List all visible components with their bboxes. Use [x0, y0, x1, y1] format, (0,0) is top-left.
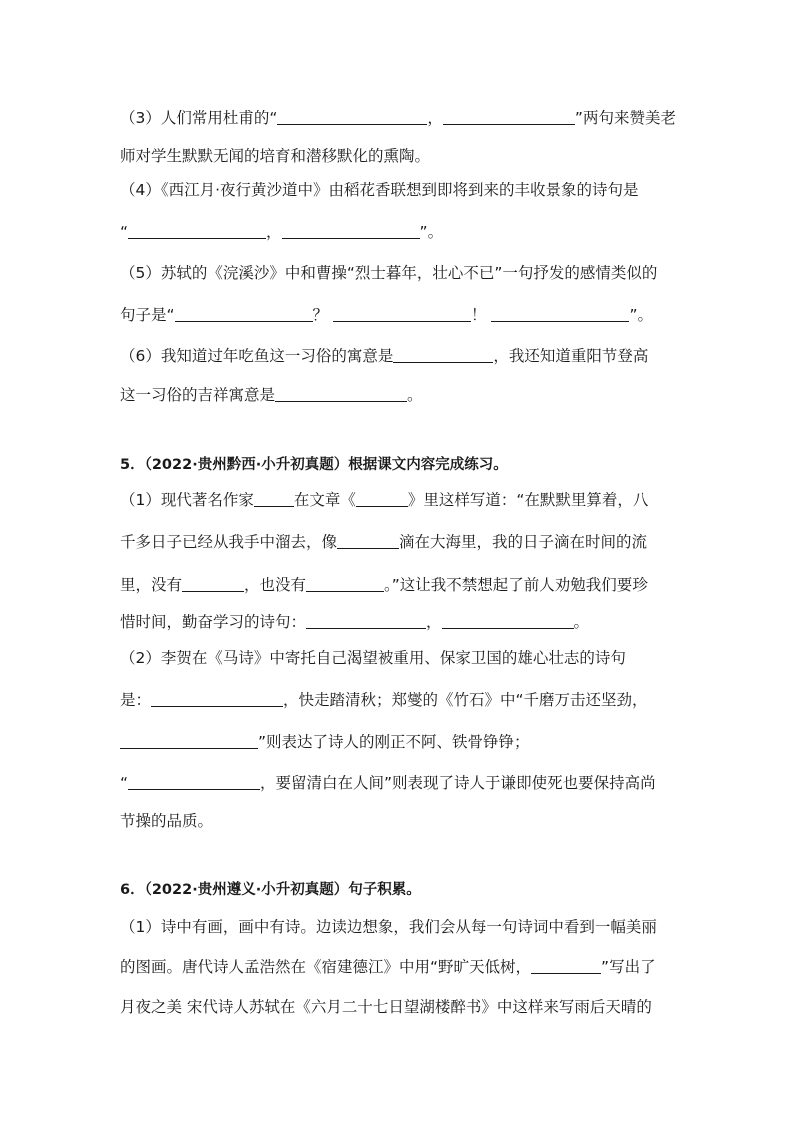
text: ，要留清白在人间”则表现了诗人于谦即使死也要保持高尚 [260, 774, 656, 792]
text: 千多日子已经从我手中溜去，像 [120, 533, 338, 551]
q4-item-6-line2 [120, 385, 680, 405]
q6-part-1-line1 [120, 917, 680, 937]
q5-part-1-line2 [120, 532, 680, 552]
text: “ [120, 223, 129, 241]
text: （6）我知道过年吃鱼这一习俗的寓意是 [120, 347, 394, 365]
q6-part-1-line2 [120, 957, 680, 977]
text: （1）诗中有画，画中有诗。边读边想象，我们会从每一句诗词中看到一幅美丽 [120, 918, 657, 936]
answer-blank[interactable] [491, 306, 629, 322]
q4-item-5-line2 [120, 305, 680, 325]
answer-blank[interactable] [275, 386, 407, 402]
text: ！ [470, 306, 487, 324]
text: 是： [120, 691, 152, 709]
text: ”。 [419, 223, 444, 241]
question-5-title [120, 455, 680, 475]
text: 6．（2022·贵州遵义·小升初真题）句子积累。 [120, 882, 421, 898]
q4-item-3-line2 [120, 146, 680, 166]
answer-blank[interactable] [277, 109, 427, 125]
text: ”则表达了诗人的刚正不阿、铁骨铮铮； [258, 733, 530, 751]
text: （1）现代著名作家 [120, 491, 254, 509]
answer-blank[interactable] [182, 576, 244, 592]
text: （2）李贺在《马诗》中寄托自己渴望被重用、保家卫国的雄心壮志的诗句 [120, 649, 626, 667]
text: （3）人们常用杜甫的“ [120, 109, 278, 127]
text: 。”这让我不禁想起了前人劝勉我们要珍 [384, 576, 648, 594]
text: 。 [407, 386, 423, 404]
question-6-title [120, 880, 680, 900]
answer-blank[interactable] [128, 774, 260, 790]
answer-blank[interactable] [120, 733, 258, 749]
answer-blank[interactable] [337, 533, 399, 549]
q5-part-2-line1 [120, 648, 680, 668]
answer-blank[interactable] [531, 958, 601, 974]
answer-blank[interactable] [393, 347, 493, 363]
text: ，我还知道重阳节登高 [493, 347, 649, 365]
answer-blank[interactable] [282, 223, 420, 239]
text: 节操的品质。 [120, 812, 214, 830]
answer-blank[interactable] [442, 613, 574, 629]
q4-item-4-line2 [120, 222, 680, 242]
text: 里，没有 [120, 576, 183, 594]
text: 这一习俗的吉祥寓意是 [120, 386, 276, 404]
text: ？ [312, 306, 329, 324]
answer-blank[interactable] [306, 576, 384, 592]
text: ， [426, 613, 442, 631]
text: ”。 [629, 306, 653, 324]
text: （5）苏轼的《浣溪沙》中和曹操“烈士暮年，壮心不已”一句抒发的感情类似的 [120, 264, 658, 282]
answer-blank[interactable] [306, 613, 426, 629]
answer-blank[interactable] [443, 109, 575, 125]
q5-part-2-line5 [120, 811, 680, 831]
text: 月夜之美 宋代诗人苏轼在《六月二十七日望湖楼醉书》中这样来写雨后天晴的 [120, 998, 652, 1016]
answer-blank[interactable] [254, 491, 294, 507]
text: 的图画。唐代诗人孟浩然在《宿建德江》中用“野旷天低树， [120, 958, 532, 976]
text: ，快走踏清秋；郑燮的《竹石》中“千磨万击还坚劲， [283, 691, 648, 709]
answer-blank[interactable] [151, 691, 283, 707]
q5-part-2-line3 [120, 732, 680, 752]
text: 师对学生默默无闻的培育和潜移默化的熏陶。 [120, 147, 431, 165]
text: 5．（2022·贵州黔西·小升初真题）根据课文内容完成练习。 [120, 457, 508, 473]
q5-part-1-line3 [120, 575, 680, 595]
text: “ [120, 774, 129, 792]
answer-blank[interactable] [175, 306, 313, 322]
text: ， [266, 223, 282, 241]
text: （4）《西江月·夜行黄沙道中》由稻花香联想到即将到来的丰收景象的诗句是 [120, 181, 639, 199]
text: 。 [573, 613, 590, 631]
text: 》里这样写道：“在默默里算着，八 [407, 491, 649, 509]
q4-item-5-line1 [120, 263, 680, 283]
q5-part-1-line4 [120, 612, 680, 632]
q6-part-1-line3 [120, 997, 680, 1017]
text: ， [427, 109, 443, 127]
answer-blank[interactable] [356, 491, 408, 507]
q5-part-2-line4 [120, 773, 680, 793]
q4-item-6-line1 [120, 346, 680, 366]
q5-part-1-line1 [120, 490, 680, 510]
text: 句子是“ [120, 306, 175, 324]
q5-part-2-line2 [120, 690, 680, 710]
q4-item-3-line1 [120, 108, 680, 128]
answer-blank[interactable] [128, 223, 266, 239]
text: ，也没有 [244, 576, 307, 594]
text: 滴在大海里，我的日子滴在时间的流 [399, 533, 648, 551]
q4-item-4-line1 [120, 180, 680, 200]
text: 在文章《 [293, 491, 356, 509]
text: 惜时间，勤奋学习的诗句： [120, 613, 307, 631]
text: ”两句来赞美老 [574, 109, 676, 127]
answer-blank[interactable] [333, 306, 471, 322]
text: ”写出了 [601, 958, 656, 976]
